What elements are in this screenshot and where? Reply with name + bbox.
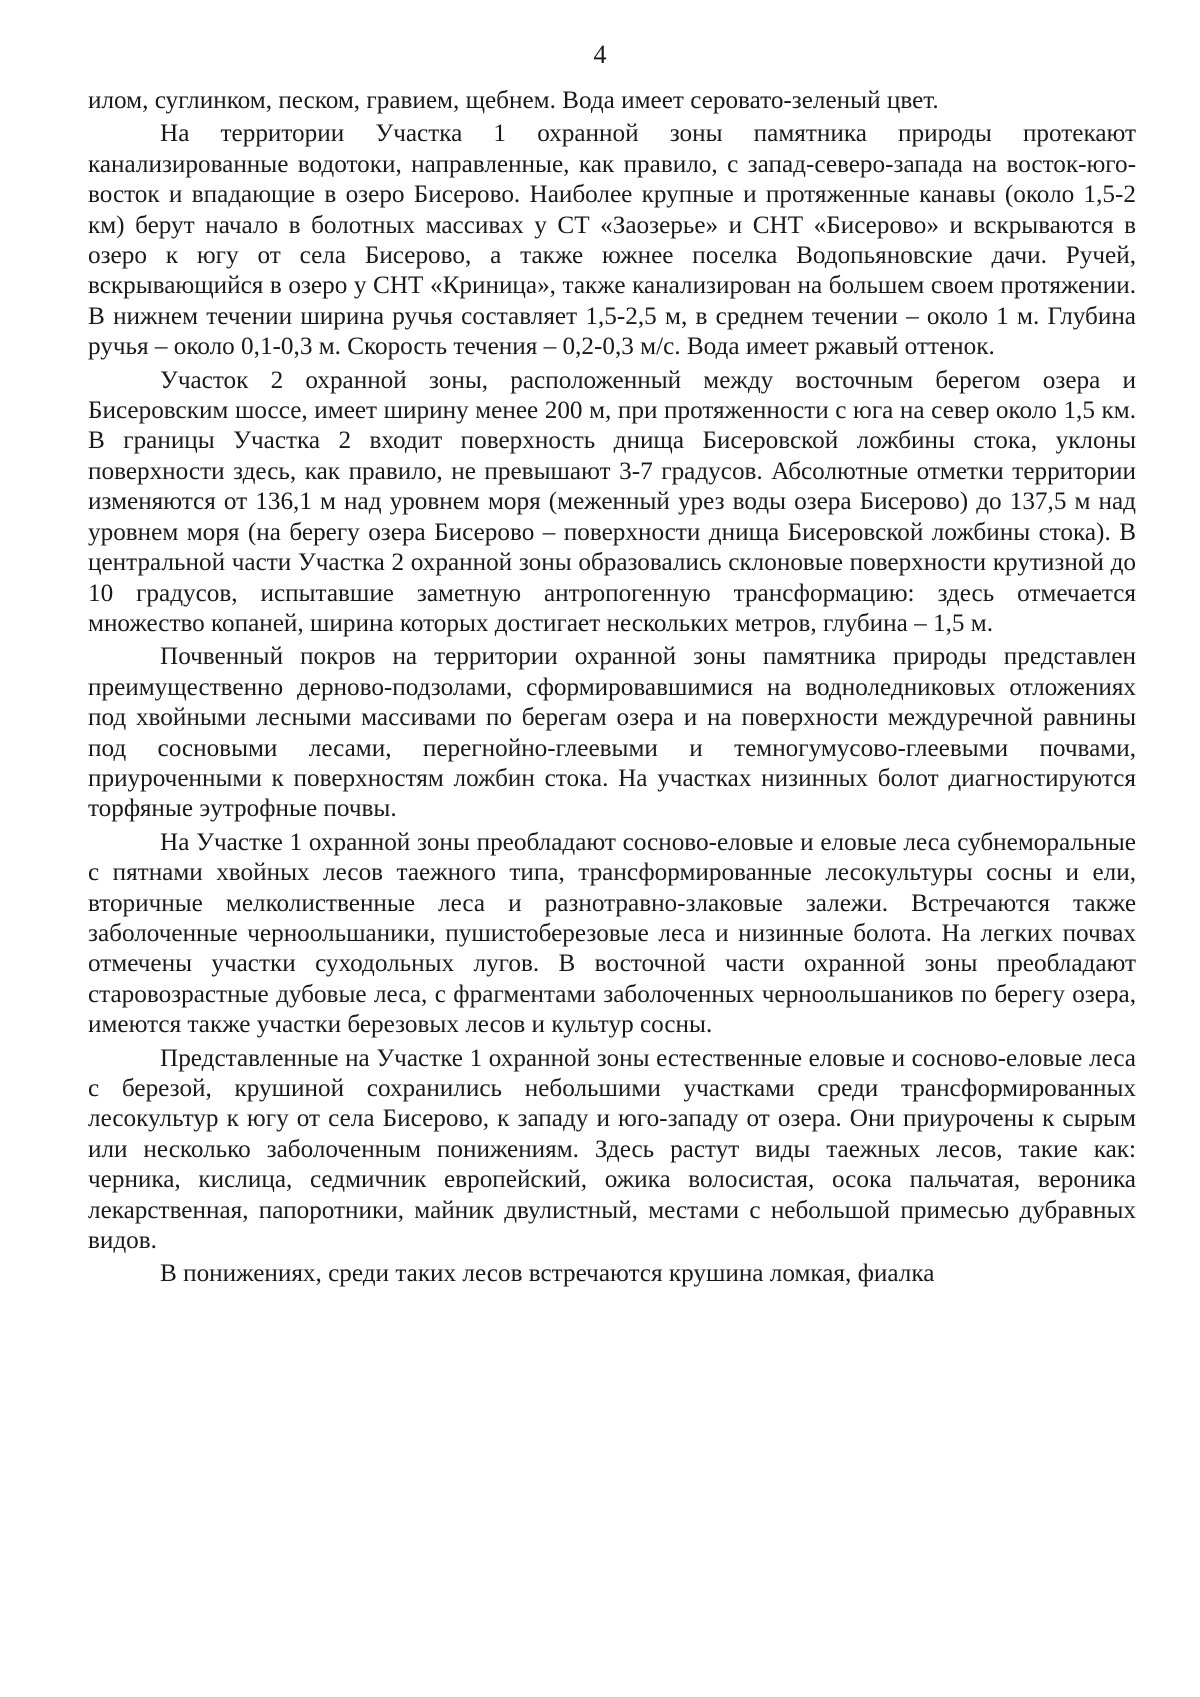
paragraph: Представленные на Участке 1 охранной зоны естественные еловые и сосново-еловые леса с березой, крушиной сохранились небольшими участками среди трансформированных лесокультур к югу от села Бисерово, к западу и юго-западу от озера. Они приурочены к сырым или несколько заболоченным понижениям. Здесь растут виды таежных лесов, такие как: черника, кислица, седмичник европейский, ожика волосистая, осока пальчатая, вероника лекарственная, папоротники, майник двулистный, местами с небольшой примесью дубравных видов.: [88, 1044, 1136, 1255]
paragraph: Почвенный покров на территории охранной зоны памятника природы представлен преимущественно дерново-подзолами, сформировавшимися на водноледниковых отложениях под хвойными лесными массивами по берегам озера и на поверхности междуречной равнины под сосновыми лесами, перегнойно-глеевыми и темногумусово-глеевыми почвами, приуроченными к поверхностям ложбин стока. На участках низинных болот диагностируются торфяные эутрофные почвы.: [88, 643, 1136, 823]
paragraph: В понижениях, среди таких лесов встречаются крушина ломкая, фиалка: [160, 1260, 935, 1288]
page-body-text: [88, 86, 1136, 1290]
paragraph: Участок 2 охранной зоны, расположенный между восточным берегом озера и Бисеровским шоссе, имеет ширину менее 200 м, при протяженности с юга на север около 1,5 км. В границы Участка 2 входит поверхность днища Бисеровской ложбины стока, уклоны поверхности здесь, как правило, не превышают 3-7 градусов. Абсолютные отметки территории изменяются от 136,1 м над уровнем моря (меженный урез воды озера Бисерово) до 137,5 м над уровнем моря (на берегу озера Бисерово – поверхности днища Бисеровской ложбины стока). В центральной части Участка 2 охранной зоны образовались склоновые поверхности крутизной до 10 градусов, испытавшие заметную антропогенную трансформацию: здесь отмечается множество копаней, ширина которых достигает нескольких метров, глубина – 1,5 м.: [88, 366, 1136, 637]
paragraph: илом, суглинком, песком, гравием, щебнем. Вода имеет серовато-зеленый цвет.: [88, 87, 939, 114]
paragraph: На Участке 1 охранной зоны преобладают сосново-еловые и еловые леса субнеморальные с пятнами хвойных лесов таежного типа, трансформированные лесокультуры сосны и ели, вторичные мелколиственные леса и разнотравно-злаковые залежи. Встречаются также заболоченные черноольшаники, пушистоберезовые леса и низинные болота. На легких почвах отмечены участки суходольных лугов. В восточной части охранной зоны преобладают старовозрастные дубовые леса, с фрагментами заболоченных черноольшаников по берегу озера, имеются также участки березовых лесов и культур сосны.: [88, 828, 1136, 1039]
page-number: 4: [593, 40, 607, 69]
paragraph: На территории Участка 1 охранной зоны памятника природы протекают канализированные водотоки, направленные, как правило, с запад-северо-запада на восток-юго-восток и впадающие в озеро Бисерово. Наиболее крупные и протяженные канавы (около 1,5-2 км) берут начало в болотных массивах у СТ «Заозерье» и СНТ «Бисерово» и вскрываются в озеро к югу от села Бисерово, а также южнее поселка Водопьяновские дачи. Ручей, вскрывающийся в озеро у СНТ «Криница», также канализирован на большем своем протяжении. В нижнем течении ширина ручья составляет 1,5-2,5 м, в среднем течении – около 1 м. Глубина ручья – около 0,1-0,3 м. Скорость течения – 0,2-0,3 м/с. Вода имеет ржавый оттенок.: [88, 120, 1136, 361]
